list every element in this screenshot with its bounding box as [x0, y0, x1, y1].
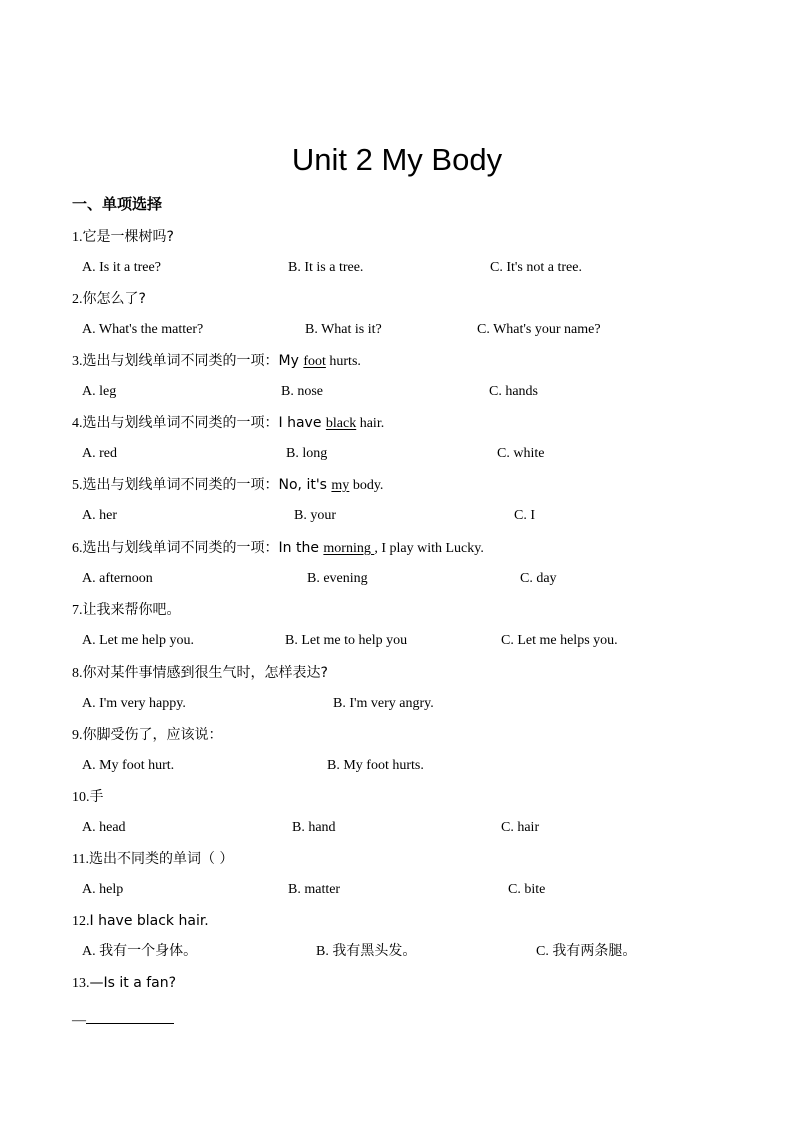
answer-line[interactable] [86, 1009, 174, 1024]
option-c[interactable]: C. hands [489, 384, 538, 399]
question-stem [72, 910, 209, 933]
option-b[interactable]: B. hand [292, 820, 336, 835]
question-text: 选出与划线单词不同类的一项：In the [82, 540, 324, 556]
question-number: 12. [72, 914, 90, 929]
question-stem [72, 537, 484, 560]
underlined-word: foot [303, 354, 326, 369]
question-text-suffix: hurts. [325, 354, 361, 369]
question-stem [72, 226, 174, 249]
question-text: 选出与划线单词不同类的一项：My [82, 353, 304, 369]
option-row [82, 381, 762, 403]
question-text: 选出与划线单词不同类的一项：No, it's [82, 477, 332, 493]
question-stem [72, 724, 223, 747]
option-b[interactable]: B. I'm very angry. [333, 696, 434, 711]
option-b[interactable]: B. My foot hurts. [327, 758, 424, 773]
option-c[interactable]: C. hair [501, 820, 540, 835]
question-text: I have black hair. [89, 913, 209, 929]
question-stem [72, 599, 181, 622]
option-row [82, 755, 762, 777]
question-text-suffix: hair. [356, 416, 385, 431]
option-a[interactable]: A. My foot hurt. [82, 758, 175, 773]
option-a[interactable]: A. afternoon [82, 571, 153, 586]
option-b[interactable]: B. 我有黑头发。 [316, 944, 417, 959]
option-a[interactable]: A. leg [82, 384, 117, 399]
option-a[interactable]: A. 我有一个身体。 [82, 944, 198, 959]
option-row [82, 630, 762, 652]
question-number: 8. [72, 666, 83, 681]
question-stem [72, 786, 104, 809]
question-stem [72, 662, 328, 685]
question-stem [72, 350, 361, 373]
option-b[interactable]: B. It is a tree. [288, 260, 364, 275]
answer-dash: — [72, 1013, 86, 1028]
question-stem [72, 972, 176, 995]
question-text: 让我来帮你吧。 [82, 602, 181, 618]
option-a[interactable]: A. red [82, 446, 117, 461]
option-b[interactable]: B. long [286, 446, 328, 461]
question-number: 1. [72, 230, 83, 245]
question-number: 7. [72, 603, 83, 618]
question-text: 你脚受伤了，应该说： [82, 727, 223, 743]
option-c[interactable]: C. It's not a tree. [490, 260, 582, 275]
option-a[interactable]: A. Is it a tree? [82, 260, 161, 275]
question-text: 选出不同类的单词（ ） [88, 851, 234, 867]
option-c[interactable]: C. day [520, 571, 557, 586]
question-stem [72, 288, 146, 311]
option-c[interactable]: C. Let me helps you. [501, 633, 618, 648]
option-row [82, 568, 762, 590]
option-c[interactable]: C. bite [508, 882, 546, 897]
option-b[interactable]: B. nose [281, 384, 323, 399]
option-a[interactable]: A. What's the matter? [82, 322, 204, 337]
page-title: Unit 2 My Body [291, 142, 503, 177]
question-stem [72, 412, 384, 435]
answer-blank[interactable] [72, 1009, 174, 1032]
option-a[interactable]: A. head [82, 820, 126, 835]
question-number: 5. [72, 478, 83, 493]
question-number: 3. [72, 354, 83, 369]
option-b[interactable]: B. your [294, 508, 336, 523]
question-text: 它是一棵树吗? [82, 229, 174, 245]
question-text-suffix: , I play with Lucky. [374, 541, 484, 556]
question-number: 2. [72, 292, 83, 307]
option-row [82, 817, 762, 839]
question-text: —Is it a fan? [89, 975, 177, 991]
option-b[interactable]: B. Let me to help you [285, 633, 408, 648]
question-number: 9. [72, 728, 83, 743]
option-row [82, 443, 762, 465]
option-c[interactable]: C. I [514, 508, 535, 523]
option-b[interactable]: B. matter [288, 882, 341, 897]
question-text: 选出与划线单词不同类的一项：I have [82, 415, 326, 431]
option-b[interactable]: B. evening [307, 571, 368, 586]
option-a[interactable]: A. I'm very happy. [82, 696, 186, 711]
underlined-word: my [331, 478, 350, 493]
option-c[interactable]: C. What's your name? [477, 322, 601, 337]
question-number: 6. [72, 541, 83, 556]
option-row [82, 693, 762, 715]
option-row [82, 319, 762, 341]
question-number: 11. [72, 852, 89, 867]
question-number: 4. [72, 416, 83, 431]
option-b[interactable]: B. What is it? [305, 322, 382, 337]
option-row [82, 257, 762, 279]
question-text: 你怎么了? [82, 291, 146, 307]
question-stem [72, 474, 383, 497]
option-row [82, 505, 762, 527]
section-heading: 一、单项选择 [72, 195, 163, 213]
question-stem [72, 848, 233, 871]
question-number: 10. [72, 790, 90, 805]
underlined-word: black [325, 416, 357, 431]
question-text-suffix: body. [349, 478, 384, 493]
option-a[interactable]: A. help [82, 882, 124, 897]
underlined-word: morning [323, 541, 375, 556]
option-row [82, 879, 762, 901]
option-a[interactable]: A. her [82, 508, 117, 523]
option-c[interactable]: C. white [497, 446, 545, 461]
question-number: 13. [72, 976, 90, 991]
question-text: 你对某件事情感到很生气时，怎样表达? [82, 665, 328, 681]
option-c[interactable]: C. 我有两条腿。 [536, 944, 637, 959]
question-text: 手 [89, 789, 104, 805]
option-row [82, 941, 762, 963]
option-a[interactable]: A. Let me help you. [82, 633, 194, 648]
